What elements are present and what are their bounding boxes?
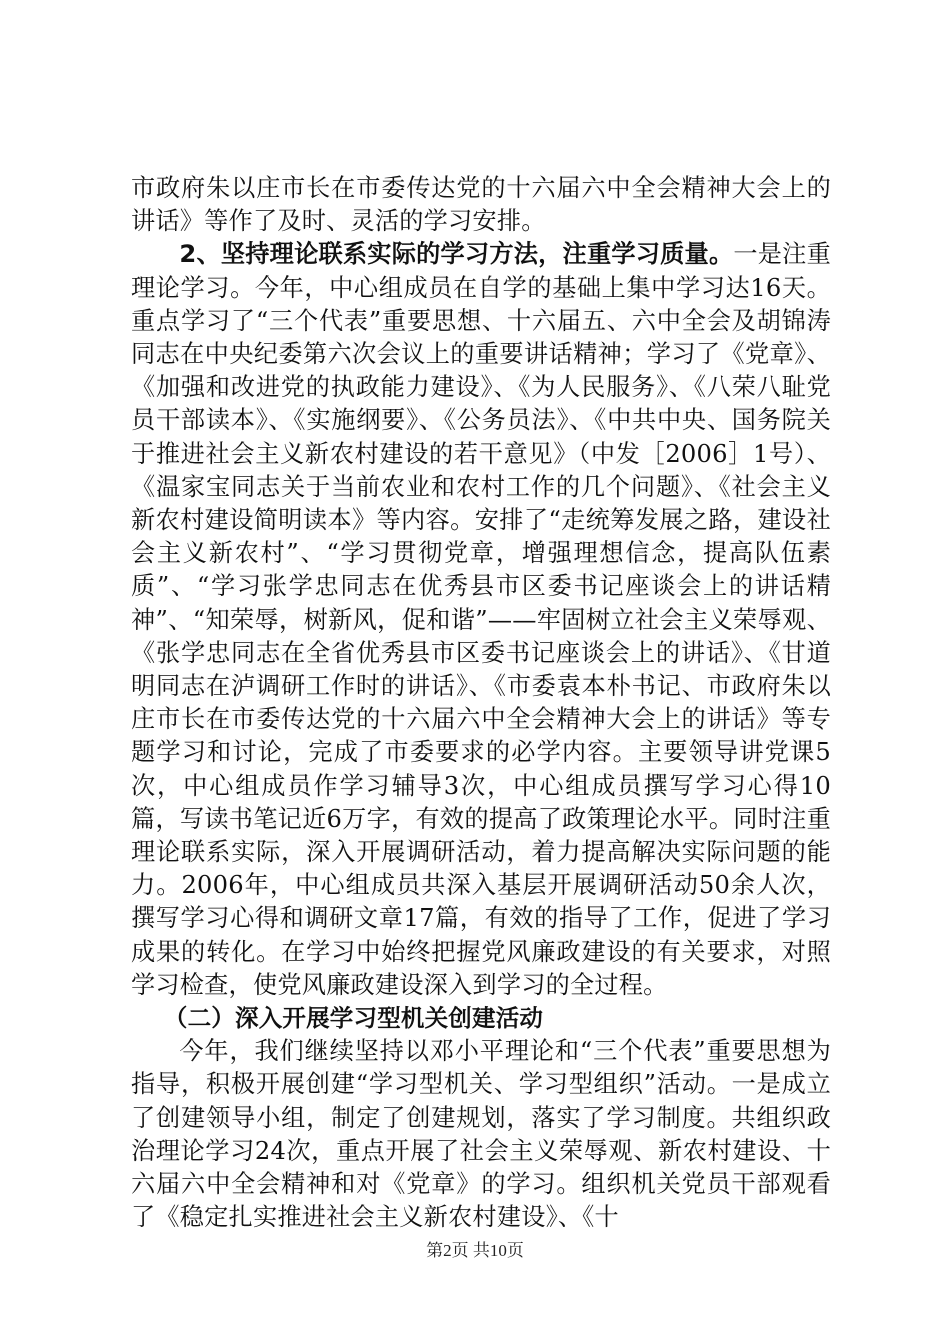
page-number-footer: 第2页 共10页 — [426, 1241, 524, 1260]
paragraph-lead-heading: 2、坚持理论联系实际的学习方法，注重学习质量。 — [179, 240, 734, 269]
paragraph-study-method — [131, 238, 831, 1002]
paragraph-continuation: 市政府朱以庄市长在市委传达党的十六届六中全会精神大会上的讲话》等作了及时、灵活的学习安排。 — [131, 174, 831, 236]
document-body — [131, 172, 831, 1235]
paragraph-study-method-body: 一是注重理论学习。今年，中心组成员在自学的基础上集中学习达16天。重点学习了“三个代表”重要思想、十六届五、六中全会及胡锦涛同志在中央纪委第六次会议上的重要讲话精神；学习了《党章》、《加强和改进党的执政能力建设》、《为人民服务》、《八荣八耻党员干部读本》、《实施纲要》、《公务员法》、《中共中央、国务院关于推进社会主义新农村建设的若干意见》（中发［2006］1号）、《温家宝同志关于当前农业和农村工作的几个问题》、《社会主义新农村建设简明读本》等内容。安排了“走统筹发展之路，建设社会主义新农村”、“学习贯彻党章，增强理想信念，提高队伍素质”、“学习张学忠同志在优秀县市区委书记座谈会上的讲话精神”、“知荣辱，树新风，促和谐”——牢固树立社会主义荣辱观、《张学忠同志在全省优秀县市区委书记座谈会上的讲话》、《甘道明同志在泸调研工作时的讲话》、《市委袁本朴书记、市政府朱以庄市长在市委传达党的十六届六中全会精神大会上的讲话》等专题学习和讨论，完成了市委要求的必学内容。主要领导讲党课5次，中心组成员作学习辅导3次，中心组成员撰写学习心得10篇，写读书笔记近6万字，有效的提高了政策理论水平。同时注重理论联系实际，深入开展调研活动，着力提高解决实际问题的能力。2006年，中心组成员共深入基层开展调研活动50余人次，撰写学习心得和调研文章17篇，有效的指导了工作，促进了学习成果的转化。在学习中始终把握党风廉政建设的有关要求，对照学习检查，使党风廉政建设深入到学习的全过程。 — [131, 240, 831, 999]
section-heading: （二）深入开展学习型机关创建活动 — [163, 1004, 544, 1033]
paragraph-learning-organization: 今年，我们继续坚持以邓小平理论和“三个代表”重要思想为指导，积极开展创建“学习型机关、学习型组织”活动。一是成立了创建领导小组，制定了创建规划，落实了学习制度。共组织政治理论学习24次，重点开展了社会主义荣辱观、新农村建设、十六届六中全会精神和对《党章》的学习。组织机关党员干部观看了《稳定扎实推进社会主义新农村建设》、《十 — [131, 1037, 831, 1232]
